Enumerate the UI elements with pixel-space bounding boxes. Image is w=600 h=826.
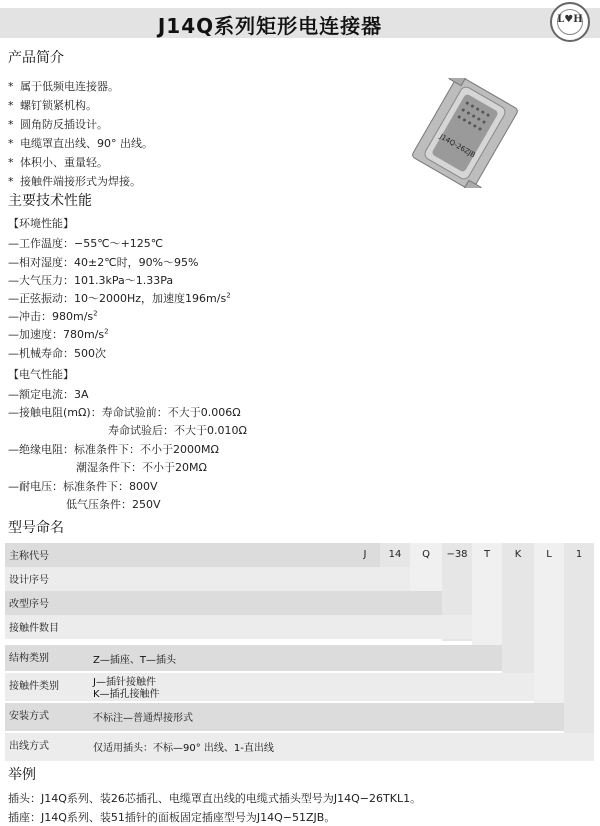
model-row (5, 733, 594, 761)
spec-voltage: —耐电压：标准条件下：800V (8, 480, 158, 493)
spec-life: —机械寿命：500次 (8, 347, 106, 360)
model-heading: 型号命名 (8, 520, 64, 536)
env-heading: 【环境性能】 (8, 217, 74, 230)
spec-insulation-humid: 潮湿条件下：不小于20MΩ (76, 461, 207, 474)
page-title: J14Q系列矩形电连接器 (157, 14, 383, 38)
row-desc: J—插针接触件 (93, 677, 156, 688)
intro-heading: 产品简介 (8, 50, 64, 66)
row-label: 主称代号 (9, 551, 49, 562)
code-q: Q (422, 549, 430, 560)
model-row (5, 703, 564, 731)
row-label: 结构类别 (9, 653, 49, 664)
code-k: K (514, 549, 522, 560)
code-j: J (363, 549, 367, 560)
code-1: 1 (575, 549, 583, 560)
intro-bullet: * 螺钉锁紧机构。 (8, 99, 97, 112)
row-label: 出线方式 (9, 741, 49, 752)
connector-image (410, 78, 520, 188)
logo-text: L♥H (557, 14, 583, 25)
brand-logo (550, 2, 590, 42)
row-label: 接触件类别 (9, 681, 59, 692)
spec-contact-res-after: 寿命试验后：不大于0.010Ω (108, 424, 247, 437)
spec-vibration: —正弦振动：10～2000Hz，加速度$196m/s^2$ (8, 291, 231, 305)
spec-pressure: —大气压力：101.3kPa～1.33Pa (8, 274, 174, 287)
code-38: −38 (446, 549, 468, 560)
code-column-bg (564, 543, 594, 761)
code-14: 14 (388, 549, 402, 560)
intro-bullet: * 接触件端接形式为焊接。 (8, 175, 141, 188)
specs-heading: 主要技术性能 (8, 193, 92, 209)
example-socket: 插座：J14Q系列、装51插针的面板固定插座型号为J14Q−51ZJB。 (8, 811, 336, 824)
code-t: T (483, 549, 491, 560)
intro-bullet: * 圆角防反插设计。 (8, 118, 108, 131)
spec-contact-res: —接触电阻(mΩ)：寿命试验前：不大于0.006Ω (8, 406, 241, 419)
model-row (5, 615, 472, 639)
row-desc: Z—插座、T—插头 (93, 655, 176, 666)
model-row (5, 567, 410, 591)
row-desc: 不标注—普通焊接形式 (93, 713, 193, 724)
spec-voltage-lowpressure: 低气压条件：250V (66, 498, 161, 511)
row-label: 改型序号 (9, 599, 49, 610)
row-label: 安装方式 (9, 711, 49, 722)
example-heading: 举例 (8, 767, 36, 783)
spec-current: —额定电流：3A (8, 388, 89, 401)
row-desc: 仅适用插头：不标—90° 出线、1-直出线 (93, 743, 274, 754)
example-plug: 插头：J14Q系列、装26芯插孔、电缆罩直出线的电缆式插头型号为J14Q−26TKL1。 (8, 792, 422, 805)
intro-bullet: * 电缆罩直出线、90° 出线。 (8, 137, 153, 150)
spec-temp: —工作温度：−55℃～+125℃ (8, 237, 164, 250)
spec-accel: —加速度：$780m/s^2$ (8, 327, 109, 341)
spec-insulation: —绝缘电阻：标准条件下：不小于2000MΩ (8, 443, 219, 456)
connector-marking: J14Q-26ZJB (438, 132, 477, 160)
title-bar (0, 8, 600, 38)
row-label: 接触件数目 (9, 623, 59, 634)
model-row (5, 543, 380, 567)
spec-humidity: —相对湿度：40±2℃时，90%～95% (8, 256, 199, 269)
code-l: L (546, 549, 552, 560)
elec-heading: 【电气性能】 (8, 368, 74, 381)
intro-bullet: * 体积小、重量轻。 (8, 156, 108, 169)
row-label: 设计序号 (9, 575, 49, 586)
model-row (5, 673, 534, 701)
model-row (5, 591, 442, 615)
intro-bullet: * 属于低频电连接器。 (8, 80, 119, 93)
row-desc: K—插孔接触件 (93, 689, 160, 700)
model-row (5, 645, 502, 671)
spec-shock: —冲击：$980m/s^2$ (8, 309, 98, 323)
